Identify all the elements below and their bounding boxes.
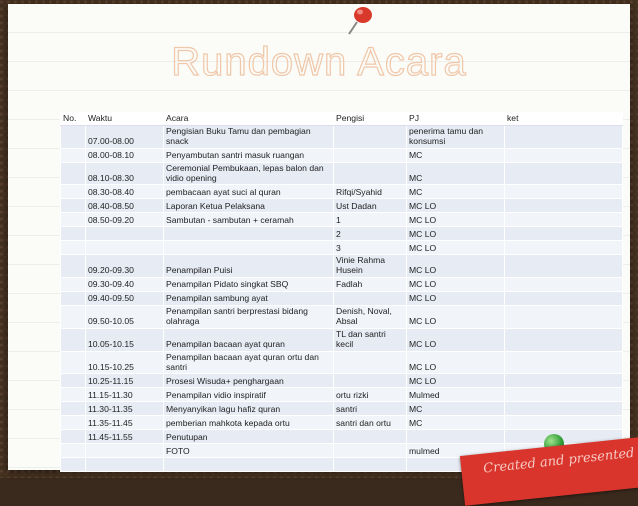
- table-row: [61, 416, 623, 430]
- cell-acara: Prosesi Wisuda+ penghargaan: [164, 374, 334, 388]
- cell-acara: Penutupan: [164, 430, 334, 444]
- cell-acara: Penyambutan santri masuk ruangan: [164, 148, 334, 162]
- cell-pj: Mulmed: [407, 388, 505, 402]
- cell-acara: Penampilan bacaan ayat quran ortu dan santri: [164, 351, 334, 374]
- cell-acara: FOTO: [164, 444, 334, 458]
- table-row: [61, 402, 623, 416]
- cell-no: [61, 402, 86, 416]
- cell-ket: [505, 306, 623, 329]
- cell-pengisi: [334, 374, 407, 388]
- cell-pj: MC: [407, 162, 505, 185]
- cell-no: [61, 458, 86, 472]
- cell-acara: Laporan Ketua Pelaksana: [164, 199, 334, 213]
- cell-no: [61, 162, 86, 185]
- cell-pj: MC LO: [407, 351, 505, 374]
- cell-waktu: 11.30-11.35: [86, 402, 164, 416]
- table-row: [61, 162, 623, 185]
- cell-pengisi: Rifqi/Syahid: [334, 185, 407, 199]
- cell-no: [61, 278, 86, 292]
- cell-ket: [505, 162, 623, 185]
- cell-pengisi: [334, 351, 407, 374]
- cell-ket: [505, 227, 623, 241]
- cell-waktu: 08.40-08.50: [86, 199, 164, 213]
- cell-waktu: 09.50-10.05: [86, 306, 164, 329]
- cell-acara: pemberian mahkota kepada ortu: [164, 416, 334, 430]
- cell-no: [61, 148, 86, 162]
- cell-ket: [505, 185, 623, 199]
- cell-pengisi: [334, 162, 407, 185]
- cell-pj: MC LO: [407, 241, 505, 255]
- cell-acara: pembacaan ayat suci al quran: [164, 185, 334, 199]
- table-row: [61, 148, 623, 162]
- cell-waktu: 11.45-11.55: [86, 430, 164, 444]
- cell-pengisi: 3: [334, 241, 407, 255]
- header-acara: Acara: [164, 113, 334, 126]
- cell-acara: [164, 458, 334, 472]
- cell-no: [61, 227, 86, 241]
- cell-no: [61, 374, 86, 388]
- cell-pengisi: [334, 292, 407, 306]
- cell-acara: Penampilan bacaan ayat quran: [164, 328, 334, 351]
- table-row: [61, 278, 623, 292]
- cell-ket: [505, 351, 623, 374]
- cell-acara: [164, 241, 334, 255]
- cell-pj: mulmed: [407, 444, 505, 458]
- table-row: [61, 374, 623, 388]
- header-pengisi: Pengisi: [334, 113, 407, 126]
- cell-pj: MC LO: [407, 374, 505, 388]
- table-row: [61, 255, 623, 278]
- cell-ket: [505, 388, 623, 402]
- table-row: [61, 351, 623, 374]
- cell-waktu: 08.30-08.40: [86, 185, 164, 199]
- cell-ket: [505, 278, 623, 292]
- cell-no: [61, 351, 86, 374]
- cell-ket: [505, 402, 623, 416]
- cell-pengisi: Denish, Noval, Absal: [334, 306, 407, 329]
- cell-acara: Penampilan Puisi: [164, 255, 334, 278]
- cell-pj: MC LO: [407, 255, 505, 278]
- cell-no: [61, 306, 86, 329]
- cell-pengisi: TL dan santri kecil: [334, 328, 407, 351]
- table-row: [61, 213, 623, 227]
- cell-acara: Ceremonial Pembukaan, lepas balon dan vidio opening: [164, 162, 334, 185]
- cell-pengisi: santri dan ortu: [334, 416, 407, 430]
- header-pj: PJ: [407, 113, 505, 126]
- cell-waktu: 11.35-11.45: [86, 416, 164, 430]
- cell-acara: [164, 227, 334, 241]
- table-row: [61, 185, 623, 199]
- cell-ket: [505, 328, 623, 351]
- table-row: [61, 199, 623, 213]
- cell-acara: Penampilan santri berprestasi bidang olahraga: [164, 306, 334, 329]
- cell-acara: Penampilan Pidato singkat SBQ: [164, 278, 334, 292]
- cell-ket: [505, 416, 623, 430]
- header-waktu: Waktu: [86, 113, 164, 126]
- cell-pengisi: 1: [334, 213, 407, 227]
- cell-ket: [505, 199, 623, 213]
- cell-pj: [407, 430, 505, 444]
- table-row: [61, 125, 623, 148]
- cell-waktu: 10.05-10.15: [86, 328, 164, 351]
- cell-pengisi: Ust Dadan: [334, 199, 407, 213]
- cell-ket: [505, 292, 623, 306]
- cell-waktu: [86, 444, 164, 458]
- cell-ket: [505, 125, 623, 148]
- cell-acara: Penampilan sambung ayat: [164, 292, 334, 306]
- cell-no: [61, 388, 86, 402]
- cell-pengisi: [334, 430, 407, 444]
- cell-waktu: 09.30-09.40: [86, 278, 164, 292]
- cell-pj: MC LO: [407, 278, 505, 292]
- cell-pengisi: [334, 458, 407, 472]
- cell-no: [61, 185, 86, 199]
- cell-pj: MC LO: [407, 213, 505, 227]
- cell-no: [61, 416, 86, 430]
- cell-waktu: 08.10-08.30: [86, 162, 164, 185]
- cell-no: [61, 444, 86, 458]
- cell-ket: [505, 213, 623, 227]
- cell-no: [61, 213, 86, 227]
- cell-no: [61, 328, 86, 351]
- cell-pengisi: Fadlah: [334, 278, 407, 292]
- table-row: [61, 292, 623, 306]
- cell-pengisi: [334, 148, 407, 162]
- rundown-table: [60, 112, 623, 472]
- cell-pj: penerima tamu dan konsumsi: [407, 125, 505, 148]
- red-note-card: Created and presented: [460, 436, 638, 506]
- cell-pj: MC: [407, 185, 505, 199]
- table-header-row: [61, 113, 623, 126]
- cell-waktu: 11.15-11.30: [86, 388, 164, 402]
- cell-waktu: 10.15-10.25: [86, 351, 164, 374]
- cell-acara: Menyanyikan lagu hafiz quran: [164, 402, 334, 416]
- cell-no: [61, 430, 86, 444]
- cell-no: [61, 241, 86, 255]
- cell-pengisi: Vinie Rahma Husein: [334, 255, 407, 278]
- cell-waktu: 09.20-09.30: [86, 255, 164, 278]
- cell-waktu: 09.40-09.50: [86, 292, 164, 306]
- cell-pj: MC LO: [407, 227, 505, 241]
- table-row: [61, 241, 623, 255]
- cell-no: [61, 125, 86, 148]
- cell-waktu: 10.25-11.15: [86, 374, 164, 388]
- cell-no: [61, 255, 86, 278]
- cell-pj: MC LO: [407, 199, 505, 213]
- cell-waktu: 08.50-09.20: [86, 213, 164, 227]
- table-row: [61, 388, 623, 402]
- cell-waktu: [86, 241, 164, 255]
- cell-pengisi: [334, 444, 407, 458]
- cell-waktu: 07.00-08.00: [86, 125, 164, 148]
- cell-pengisi: santri: [334, 402, 407, 416]
- red-pushpin-icon: [339, 2, 379, 38]
- table-row: [61, 430, 623, 444]
- cell-no: [61, 292, 86, 306]
- cell-pj: MC LO: [407, 306, 505, 329]
- cell-ket: [505, 148, 623, 162]
- cell-no: [61, 199, 86, 213]
- page-title: Rundown Acara: [171, 40, 467, 84]
- cell-pj: MC: [407, 416, 505, 430]
- cell-acara: Sambutan - sambutan + ceramah: [164, 213, 334, 227]
- cell-pj: MC: [407, 148, 505, 162]
- cell-pengisi: [334, 125, 407, 148]
- cell-pj: MC LO: [407, 292, 505, 306]
- cell-pj: MC: [407, 402, 505, 416]
- table-row: [61, 306, 623, 329]
- header-ket: ket: [505, 113, 623, 126]
- header-no: No.: [61, 113, 86, 126]
- table-row: [61, 227, 623, 241]
- cell-pengisi: 2: [334, 227, 407, 241]
- cell-pengisi: ortu rizki: [334, 388, 407, 402]
- cell-waktu: [86, 458, 164, 472]
- cell-acara: Pengisian Buku Tamu dan pembagian snack: [164, 125, 334, 148]
- cell-waktu: [86, 227, 164, 241]
- table-row: [61, 328, 623, 351]
- cell-waktu: 08.00-08.10: [86, 148, 164, 162]
- cell-acara: Penampilan vidio inspiratif: [164, 388, 334, 402]
- cell-ket: [505, 241, 623, 255]
- cell-ket: [505, 374, 623, 388]
- cell-pj: MC LO: [407, 328, 505, 351]
- cell-ket: [505, 255, 623, 278]
